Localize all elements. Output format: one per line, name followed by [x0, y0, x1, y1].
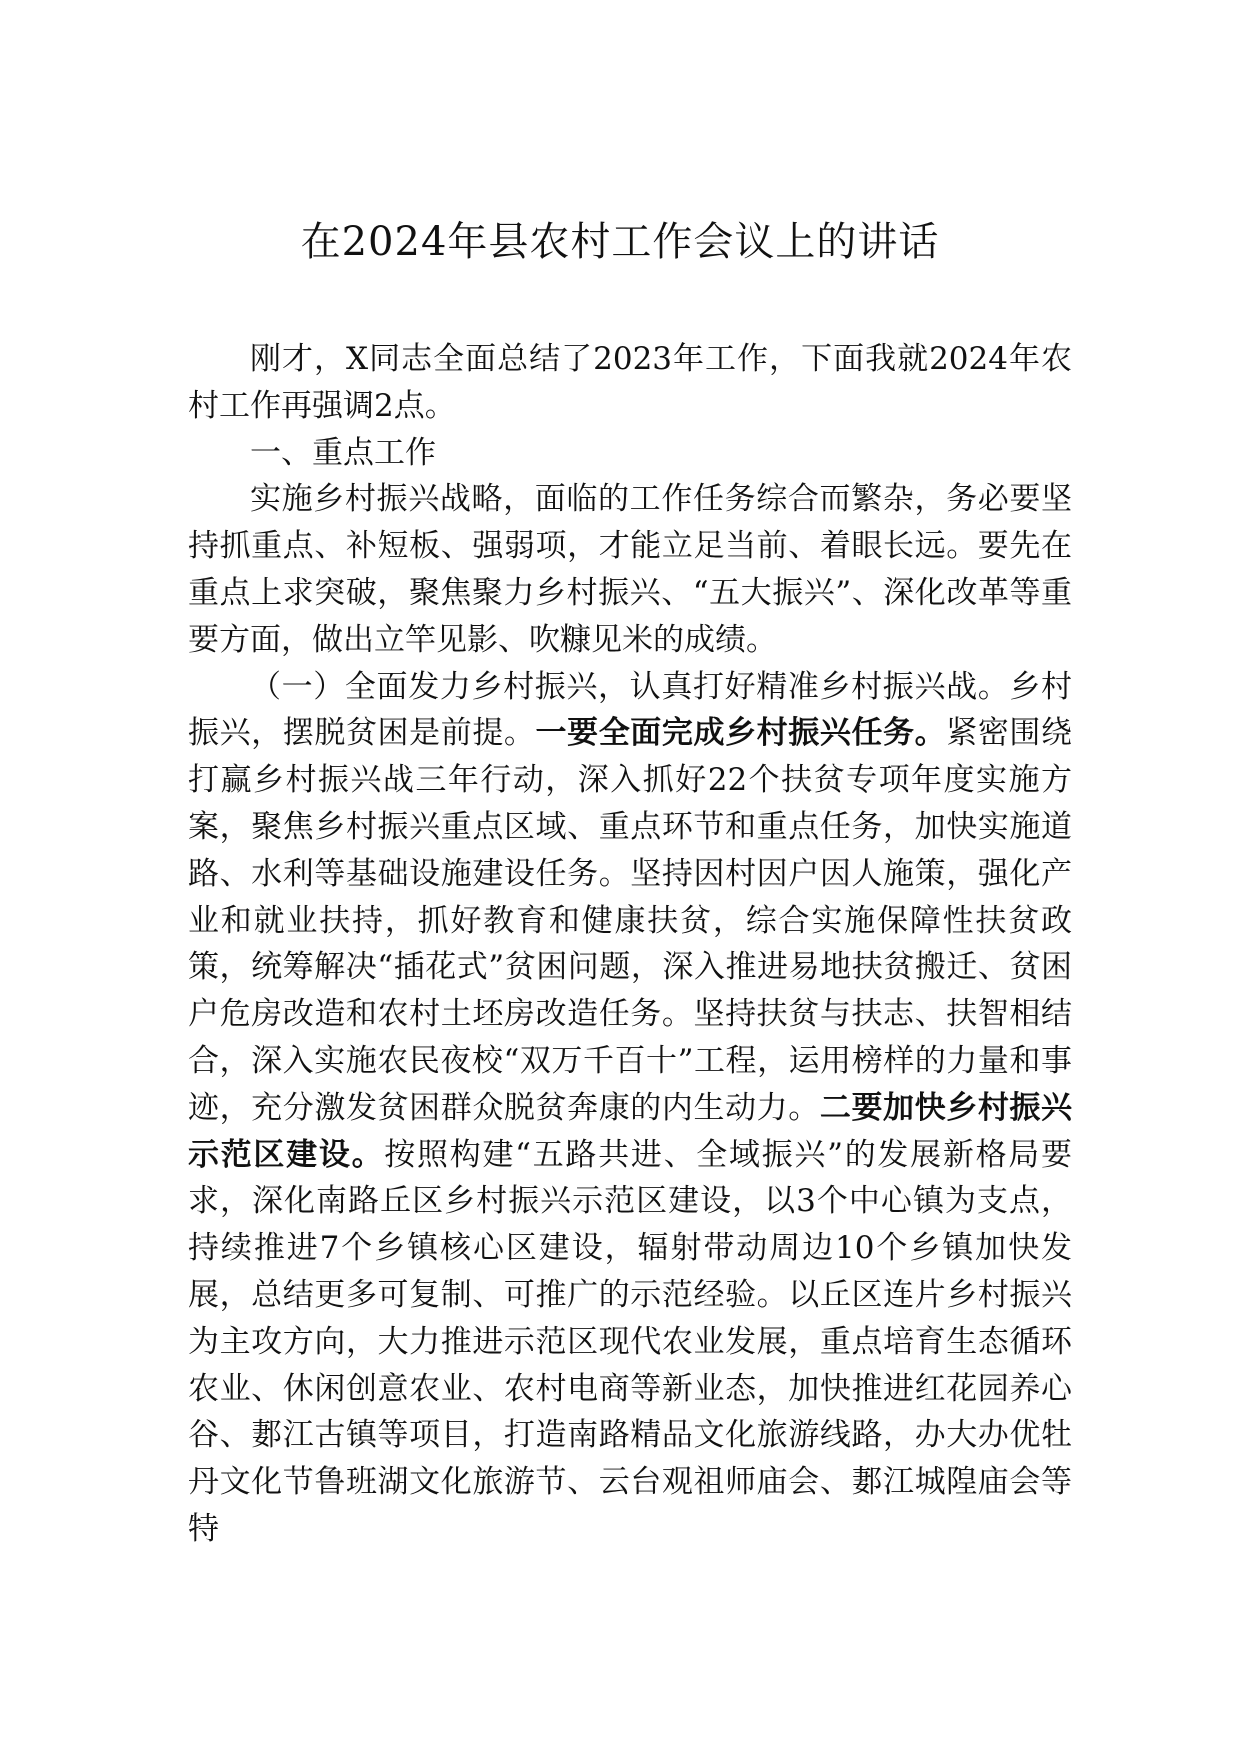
bold-text-run: 一要全面完成乡村振兴任务。	[535, 715, 947, 752]
text-run: 按照构建“五路共进、全域振兴”的发展新格局要求，深化南路丘区乡村振兴示范区建设，以3个中心镇为支点，持续推进7个乡镇核心区建设，辐射带动周边10个乡镇加快发展，总结更多可复制、可推广的示范经验。以丘区连片乡村振兴为主攻方向，大力推进示范区现代农业发展，重点培育生态循环农业、休闲创意农业、农村电商等新业态，加快推进红花园养心谷、郪江古镇等项目，打造南路精品文化旅游线路，办大办优牡丹文化节鲁班湖文化旅游节、云台观祖师庙会、郪江城隍庙会等特	[188, 1136, 1072, 1547]
section-heading	[188, 430, 1072, 477]
text-run: 实施乡村振兴战略，面临的工作任务综合而繁杂，务必要坚持抓重点、补短板、强弱项，才能立足当前、着眼长远。要先在重点上求突破，聚焦聚力乡村振兴、“五大振兴”、深化改革等重要方面，做出立竿见影、吹糠见米的成绩。	[188, 481, 1072, 658]
section-heading-text: 一、重点工作	[250, 434, 436, 471]
bold-text-run: 二要加快乡村振兴示范区建设。	[188, 1089, 1073, 1173]
paragraph-overview	[188, 476, 1072, 663]
paragraph-intro	[188, 336, 1072, 430]
text-run: 紧密围绕打赢乡村振兴战三年行动，深入抓好22个扶贫专项年度实施方案，聚焦乡村振兴重点区域、重点环节和重点任务，加快实施道路、水利等基础设施建设任务。坚持因村因户因人施策，强化产业和就业扶持，抓好教育和健康扶贫，综合实施保障性扶贫政策，统筹解决“插花式”贫困问题，深入推进易地扶贫搬迁、贫困户危房改造和农村土坯房改造任务。坚持扶贫与扶志、扶智相结合，深入实施农民夜校“双万千百十”工程，运用榜样的力量和事迹，充分激发贫困群众脱贫奔康的内生动力。	[188, 715, 1073, 1126]
paragraph-subsection-1	[188, 664, 1072, 1553]
document-title: 在2024年县农村工作会议上的讲话	[300, 219, 940, 265]
document-body	[188, 336, 1072, 1553]
text-run: （一）全面发力乡村振兴，认真打好精准乡村振兴战。乡村振兴，摆脱贫困是前提。	[188, 668, 1072, 752]
text-run: 刚才，X同志全面总结了2023年工作，下面我就2024年农村工作再强调2点。	[188, 341, 1072, 424]
